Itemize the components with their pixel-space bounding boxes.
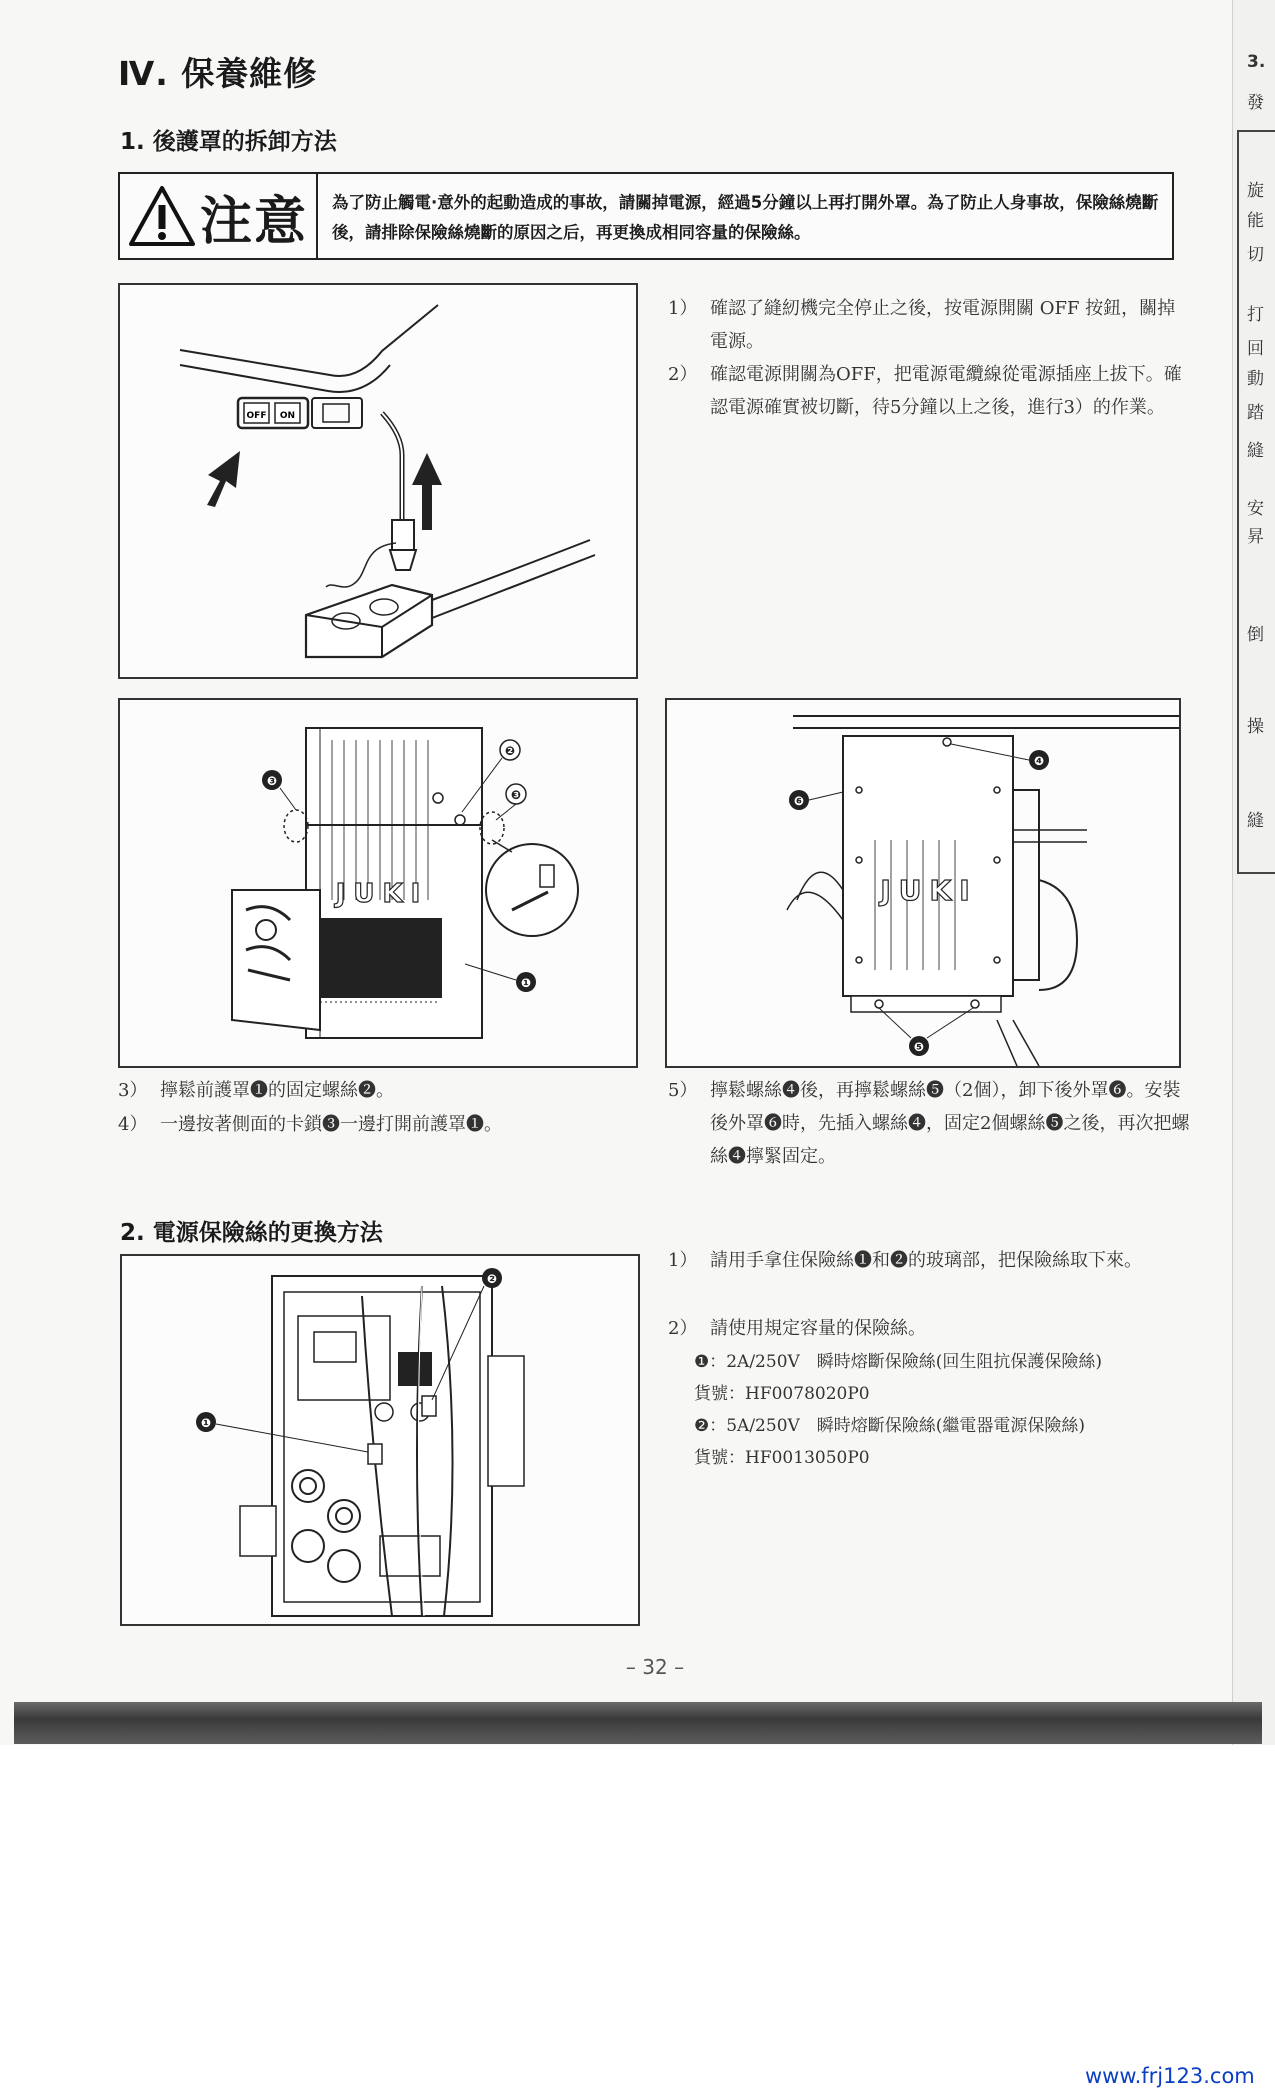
- label-2: ❷: [504, 744, 516, 758]
- next-page-cell: 倒: [1247, 625, 1264, 645]
- next-page-cell: 安: [1247, 499, 1264, 519]
- step-number: 4）: [118, 1114, 148, 1135]
- brand-logo: JUKI: [880, 874, 978, 907]
- step-number: 1）: [668, 1250, 698, 1271]
- label-1: ❶: [520, 976, 532, 990]
- fuse-step-1: [668, 1244, 1193, 1314]
- figure-front-cover: [118, 698, 638, 1068]
- figure-fuse-board: [120, 1254, 640, 1626]
- step-number: 2）: [668, 1318, 698, 1339]
- step-4: [118, 1108, 638, 1142]
- figure-power-off: [118, 283, 638, 679]
- step-number: 3）: [118, 1080, 148, 1101]
- step-text: 一邊按著側面的卡鎖❸一邊打開前護罩❶。: [160, 1114, 502, 1135]
- next-page-cell: 操: [1247, 717, 1264, 737]
- fuse-step-2: [668, 1312, 1193, 1346]
- label-3-left: ❸: [266, 774, 278, 788]
- front-cover-illustration: [120, 700, 636, 1066]
- next-page-cell: 昇: [1247, 527, 1264, 547]
- next-page-heading: 3.: [1247, 52, 1266, 72]
- label-4: ❹: [1033, 754, 1045, 768]
- next-page-cell: 動: [1247, 369, 1264, 389]
- next-page-cell: 能: [1247, 211, 1264, 231]
- fuse-part-number-2: 貨號：HF0013050P0: [694, 1448, 870, 1468]
- step-text: 擰鬆前護罩❶的固定螺絲❷。: [160, 1080, 394, 1101]
- next-page-cell: 縫: [1247, 441, 1264, 461]
- step-number: 1）: [668, 298, 698, 319]
- caution-message: 為了防止觸電·意外的起動造成的事故，請關掉電源，經過5分鐘以上再打開外罩。為了防止人身事故，保險絲燒斷後，請排除保險絲燒斷的原因之后，再更換成相同容量的保險絲。: [332, 193, 1159, 242]
- next-page-cell: 打: [1247, 305, 1264, 325]
- next-page-cell: 回: [1247, 339, 1264, 359]
- step-3: [118, 1074, 638, 1108]
- on-button-label: ON: [279, 411, 296, 421]
- step-5: [668, 1074, 1193, 1184]
- label-2: ❷: [486, 1272, 498, 1286]
- next-page-cell: 縫: [1247, 811, 1264, 831]
- step-number: 5）: [668, 1080, 698, 1101]
- fuse-board-illustration: [122, 1256, 638, 1624]
- step-text: 確認電源開關為OFF，把電源電纜線從電源插座上拔下。確認電源確實被切斷，待5分鐘以上之後，進行3）的作業。: [710, 364, 1182, 418]
- warning-triangle-icon: [128, 185, 196, 247]
- power-switch-illustration: [120, 285, 636, 677]
- rear-cover-illustration: [667, 700, 1179, 1066]
- next-page-cell: 旋: [1247, 181, 1264, 201]
- chapter-heading: Ⅳ. 保養維修: [118, 54, 318, 93]
- page-number: – 32 –: [625, 1655, 685, 1679]
- caution-sign: [120, 174, 318, 258]
- label-5: ❺: [913, 1040, 925, 1054]
- label-1: ❶: [200, 1416, 212, 1430]
- fuse-spec-2: ❷：5A/250V 瞬時熔斷保險絲(繼電器電源保險絲): [694, 1416, 1086, 1436]
- step-text: 請使用規定容量的保險絲。: [710, 1318, 926, 1339]
- section-title-fuse: 2. 電源保險絲的更換方法: [120, 1220, 383, 1246]
- scan-edge-band: [14, 1702, 1262, 1744]
- caution-label: 注意: [199, 191, 308, 252]
- step-2: [668, 358, 1193, 468]
- caution-box: [118, 172, 1174, 260]
- off-button-label: OFF: [246, 411, 267, 421]
- label-3-right: ❸: [510, 788, 522, 802]
- step-number: 2）: [668, 364, 698, 385]
- fuse-spec-1: ❶：2A/250V 瞬時熔斷保險絲(回生阻抗保護保險絲): [694, 1352, 1103, 1372]
- step-text: 確認了縫紉機完全停止之後，按電源開關 OFF 按鈕，關掉電源。: [710, 298, 1176, 352]
- watermark-link[interactable]: www.frj123.com: [1085, 2064, 1255, 2088]
- next-page-cell: 切: [1247, 245, 1264, 265]
- fuse-part-number-1: 貨號：HF0078020P0: [694, 1384, 870, 1404]
- next-page-edge: [1232, 0, 1275, 1745]
- brand-logo: JUKI: [335, 879, 429, 909]
- next-page-subtext: 發: [1247, 93, 1264, 113]
- step-1: [668, 292, 1193, 362]
- figure-rear-cover: [665, 698, 1181, 1068]
- label-6: ❻: [793, 794, 805, 808]
- section-title-cover-removal: 1. 後護罩的拆卸方法: [120, 129, 337, 155]
- step-text: 請用手拿住保險絲❶和❷的玻璃部，把保險絲取下來。: [710, 1250, 1142, 1271]
- step-text: 擰鬆螺絲❹後，再擰鬆螺絲❺（2個），卸下後外罩❻。安裝後外罩❻時，先插入螺絲❹，固定2個螺絲❺之後，再次把螺絲❹擰緊固定。: [710, 1080, 1190, 1167]
- next-page-cell: 踏: [1247, 403, 1264, 423]
